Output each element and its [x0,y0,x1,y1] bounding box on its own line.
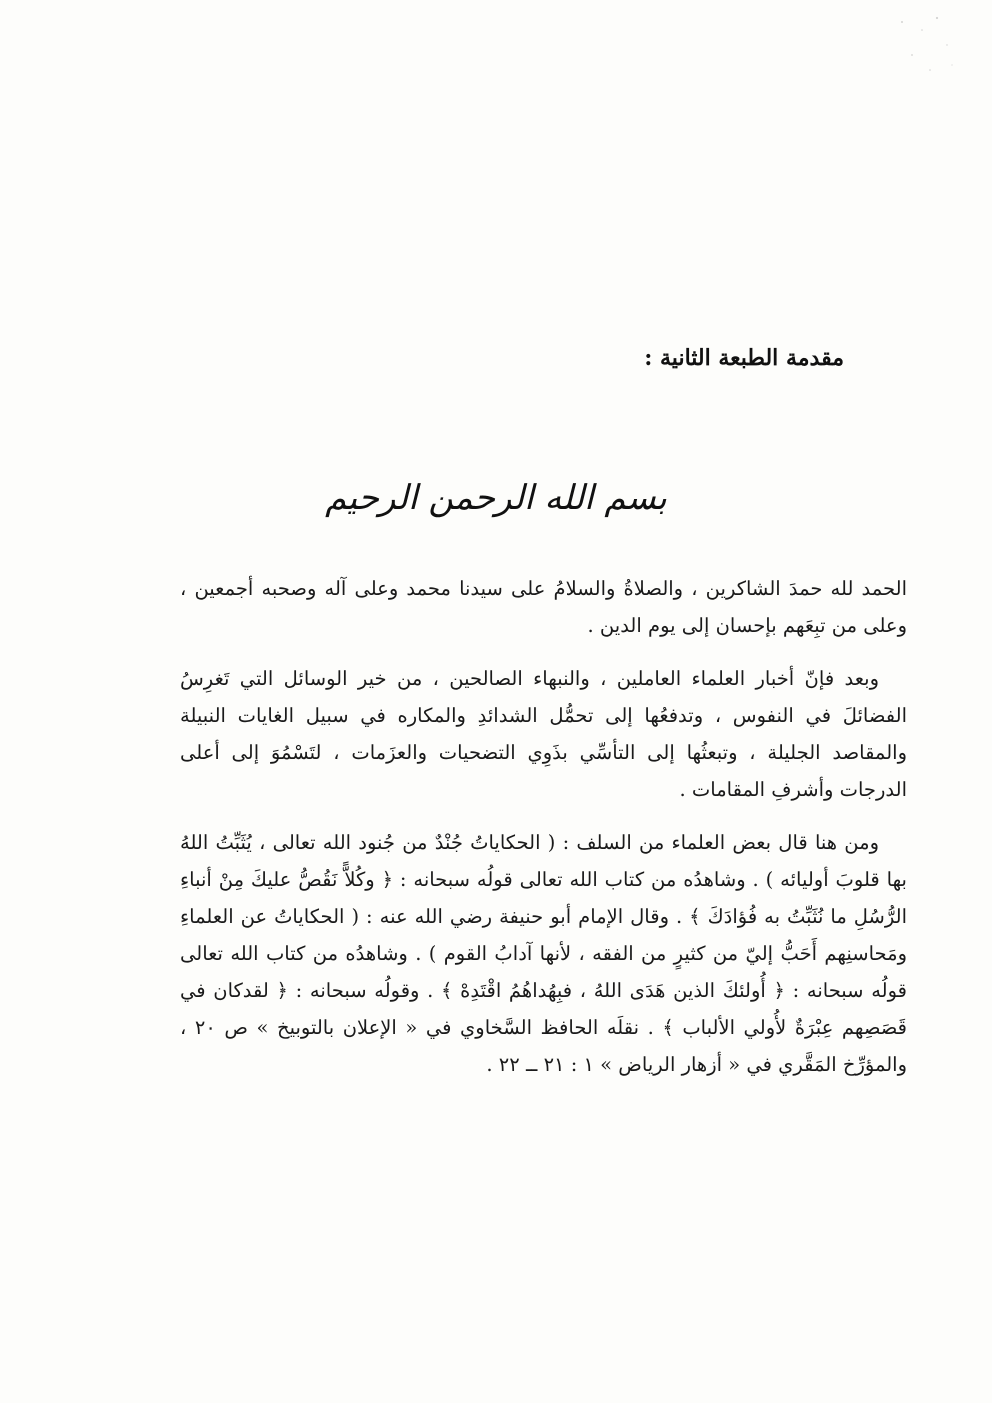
section-heading: مقدمة الطبعة الثانية : [644,345,844,371]
body-text [180,570,907,1099]
paragraph-3: ومن هنا قال بعض العلماء من السلف : ( الحكاياتُ جُنْدٌ من جُنود الله تعالى ، يُثَبِّتُ اللهُ بها قلوبَ أوليائه ) . وشاهدُه من كتاب الله تعالى قولُه سبحانه : ﴿ وكُلاًّ نَقُصُّ عليكَ مِنْ أنباءِ الرُّسُلِ ما نُثَبِّتُ به فُؤادَكَ ﴾ . وقال الإمام أبو حنيفة رضي الله عنه : ( الحكاياتُ عن العلماءِ ومَحاسنِهم أَحَبُّ إليّ من كثيرٍ من الفقه ، لأنها آدابُ القوم ) . وشاهدُه من كتاب الله تعالى قولُه سبحانه : ﴿ أُولئكَ الذين هَدَى اللهُ ، فبِهُداهُمُ اقْتَدِهْ ﴾ . وقولُه سبحانه : ﴿ لقدكان في قَصَصِهم عِبْرَةٌ لأُولي الألباب ﴾ . نقلَه الحافظ السَّخاوي في « الإعلان بالتوبيخ » ص ٢٠ ، والمؤرِّخ المَقَّري في « أزهار الرياض » ١ : ٢١ ــ ٢٢ . [180,831,907,1076]
paragraph-1: الحمد لله حمدَ الشاكرين ، والصلاةُ والسلامُ على سيدنا محمد وعلى آله وصحبه أجمعين ، وعلى من تبِعَهم بإحسان إلى يوم الدين . [180,577,907,637]
paragraph-2: وبعد فإنّ أخبار العلماء العاملين ، والنبهاء الصالحين ، من خير الوسائل التي تَغرِسُ الفضائلَ في النفوس ، وتدفعُها إلى تحمُّل الشدائدِ والمكاره في سبيل الغايات النبيلة والمقاصد الجليلة ، وتبعثُها إلى التأسِّي بذَوِي التضحيات والعزَمات ، لتَسْمُوَ إلى أعلى الدرجات وأشرفِ المقامات . [180,667,907,801]
scan-speckle [892,10,962,80]
basmala-calligraphy: بسم الله الرحمن الرحيم [325,478,667,518]
